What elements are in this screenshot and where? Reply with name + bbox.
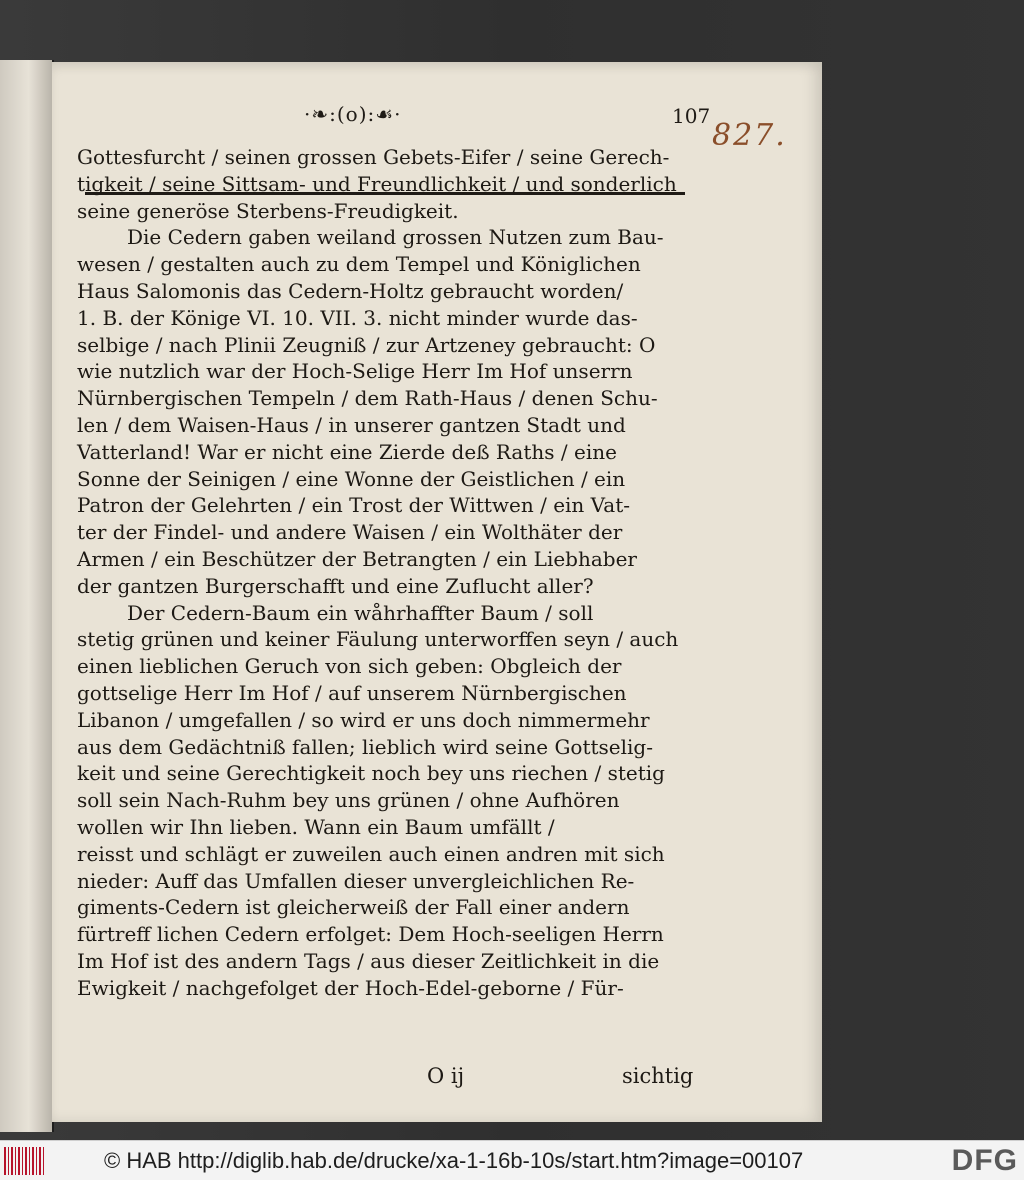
text-line: gottselige Herr Im Hof / auf unserem Nürnbergischen [77,680,627,705]
text-line: Libanon / umgefallen / so wird er uns doch nimmermehr [77,707,650,732]
text-line: Patron der Gelehrten / ein Trost der Wittwen / ein Vat- [77,493,630,518]
text-line: Nürnbergischen Tempeln / dem Rath-Haus / denen Schu- [77,386,658,411]
text-line: der gantzen Burgerschafft und eine Zuflucht aller? [77,573,594,598]
facing-page-edge [0,60,54,1132]
text-line: nieder: Auff das Umfallen dieser unvergleichlichen Re- [77,868,635,893]
text-line: fürtreff lichen Cedern erfolget: Dem Hoch-seeligen Herrn [77,922,664,947]
body-text [77,144,687,1002]
dfg-logo: DFG [951,1144,1018,1177]
text-line: Ewigkeit / nachgefolget der Hoch-Edel-geborne / Für- [77,975,624,1000]
text-line: tigkeit / seine Sittsam- und Freundlichkeit / und sonderlich [77,171,677,196]
hab-logo-icon [4,1147,46,1175]
text-line: wollen wir Ihn lieben. Wann ein Baum umfällt / [77,814,555,839]
copyright-link[interactable]: © HAB http://diglib.hab.de/drucke/xa-1-16b-10s/start.htm?image=00107 [104,1148,804,1173]
text-line: ter der Findel- und andere Waisen / ein Wolthäter der [77,520,623,545]
page-header [82,102,711,138]
page-number: 107 [672,104,711,128]
catchword: sichtig [622,1064,694,1088]
text-line: Vatterland! War er nicht eine Zierde deß Raths / eine [77,439,617,464]
text-line: giments-Cedern ist gleicherweiß der Fall einer andern [77,895,630,920]
text-line: Der Cedern-Baum ein wåhrhaffter Baum / soll [127,600,594,625]
text-line: wesen / gestalten auch zu dem Tempel und Königlichen [77,252,641,277]
page-foot [77,1064,694,1094]
text-line: selbige / nach Plinii Zeugniß / zur Artzeney gebraucht: O [77,332,656,357]
header-ornament: ·❧:(o):☙· [304,102,402,126]
text-line: Armen / ein Beschützer der Betrangten / ein Liebhaber [77,546,637,571]
book-page [52,62,822,1122]
handwritten-folio-note [712,118,787,153]
text-line: keit und seine Gerechtigkeit noch bey uns riechen / stetig [77,761,665,786]
text-line: Die Cedern gaben weiland grossen Nutzen zum Bau- [127,225,664,250]
signature-mark: O ij [427,1064,465,1088]
text-line: reisst und schlägt er zuweilen auch einen andren mit sich [77,841,665,866]
handwritten-note-text: 827. [712,118,787,153]
text-line: einen lieblichen Geruch von sich geben: Obgleich der [77,654,622,679]
text-line: stetig grünen und keiner Fäulung unterworffen seyn / auch [77,627,679,652]
text-line: aus dem Gedächtniß fallen; lieblich wird seine Gottselig- [77,734,653,759]
text-line: 1. B. der Könige VI. 10. VII. 3. nicht minder wurde das- [77,305,638,330]
text-line: Im Hof ist des andern Tags / aus dieser Zeitlichkeit in die [77,948,660,973]
text-line: wie nutzlich war der Hoch-Selige Herr Im Hof unserrn [77,359,633,384]
text-line: seine generöse Sterbens-Freudigkeit. [77,198,459,223]
footer-bar [0,1140,1024,1180]
text-line: Haus Salomonis das Cedern-Holtz gebraucht worden/ [77,278,624,303]
text-line: len / dem Waisen-Haus / in unserer gantzen Stadt und [77,412,626,437]
text-line: soll sein Nach-Ruhm bey uns grünen / ohne Aufhören [77,788,620,813]
text-line: Gottesfurcht / seinen grossen Gebets-Eifer / seine Gerech- [77,145,670,169]
text-line: Sonne der Seinigen / eine Wonne der Geistlichen / ein [77,466,626,491]
